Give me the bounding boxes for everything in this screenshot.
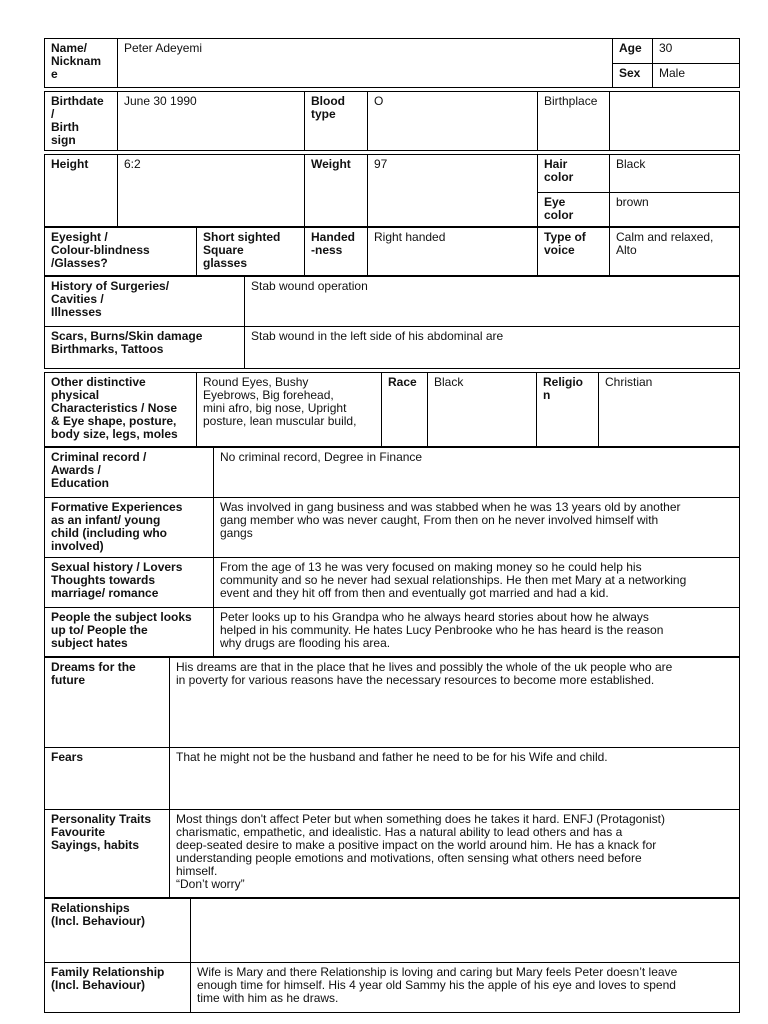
hair-color-value: Black (610, 155, 740, 193)
criminal-label: Criminal record / Awards / Education (45, 448, 214, 498)
voice-label: Type of voice (538, 228, 610, 276)
height-label: Height (45, 155, 118, 227)
eye-color-label: Eye color (538, 193, 610, 227)
birthplace-label: Birthplace (538, 92, 610, 151)
distinctive-label: Other distinctive physical Characteristics / Nose & Eye shape, posture, body size, legs, moles (45, 373, 197, 447)
religion-value: Christian (599, 373, 740, 447)
name-table (44, 38, 740, 88)
age-label: Age (613, 39, 653, 64)
eyesight-value: Short sighted Square glasses (197, 228, 305, 276)
relationships-label: Relationships (Incl. Behaviour) (45, 899, 191, 963)
criminal-value: No criminal record, Degree in Finance (214, 448, 740, 498)
eyesight-table (44, 227, 740, 276)
relationships-table (44, 898, 740, 1013)
formative-label: Formative Experiences as an infant/ young child (including who involved) (45, 498, 214, 558)
history-table (44, 447, 740, 657)
age-value: 30 (653, 39, 740, 64)
fears-value: That he might not be the husband and father he need to be for his Wife and child. (170, 748, 740, 810)
weight-value: 97 (368, 155, 538, 227)
family-label: Family Relationship (Incl. Behaviour) (45, 963, 191, 1013)
surgeries-label: History of Surgeries/ Cavities / Illnesses (45, 277, 245, 327)
handedness-value: Right handed (368, 228, 538, 276)
religion-label: Religio n (537, 373, 599, 447)
fears-label: Fears (45, 748, 170, 810)
birthplace-value (610, 92, 740, 151)
handedness-label: Handed -ness (305, 228, 368, 276)
distinctive-value: Round Eyes, Bushy Eyebrows, Big forehead, mini afro, big nose, Upright posture, lean muscular build, (197, 373, 382, 447)
psychology-table (44, 657, 740, 898)
scars-label: Scars, Burns/Skin damage Birthmarks, Tattoos (45, 327, 245, 369)
name-value: Peter Adeyemi (118, 39, 613, 88)
personality-label: Personality Traits Favourite Sayings, habits (45, 810, 170, 898)
formative-value: Was involved in gang business and was stabbed when he was 13 years old by another gang member who was never caught, From then on he never involved himself with gangs (214, 498, 740, 558)
relationships-value (191, 899, 740, 963)
dreams-label: Dreams for the future (45, 658, 170, 748)
physical-table (44, 154, 740, 227)
race-value: Black (428, 373, 537, 447)
sexual-history-value: From the age of 13 he was very focused on making money so he could help his community and so he never had sexual relationships. He then met Mary at a networking event and they hit off from then and eventually got married and had a kid. (214, 558, 740, 608)
blood-type-label: Blood type (305, 92, 368, 151)
eye-color-value: brown (610, 193, 740, 227)
weight-label: Weight (305, 155, 368, 227)
birthdate-label: Birthdate / Birth sign (45, 92, 118, 151)
medical-table (44, 276, 740, 369)
character-profile-sheet (44, 38, 739, 1013)
personality-value: Most things don't affect Peter but when something does he takes it hard. ENFJ (Protagonist) charismatic, empathetic, and idealistic. Has a natural ability to lead others and has a deep-seated desire to make a positive impact on the world around him. He has a knack for understanding people emotions and motivations, often sensing what others need before himself. “Don’t worry” (170, 810, 740, 898)
hair-color-label: Hair color (538, 155, 610, 193)
birthdate-value: June 30 1990 (118, 92, 305, 151)
sexual-history-label: Sexual history / Lovers Thoughts towards marriage/ romance (45, 558, 214, 608)
eyesight-label: Eyesight / Colour-blindness /Glasses? (45, 228, 197, 276)
family-value: Wife is Mary and there Relationship is loving and caring but Mary feels Peter doesn’t leave enough time for himself. His 4 year old Sammy his the apple of his eye and loves to spend time with him as he draws. (191, 963, 740, 1013)
blood-type-value: O (368, 92, 538, 151)
people-label: People the subject looks up to/ People the subject hates (45, 608, 214, 657)
voice-value: Calm and relaxed, Alto (610, 228, 740, 276)
sex-value: Male (653, 64, 740, 88)
race-label: Race (382, 373, 428, 447)
dreams-value: His dreams are that in the place that he lives and possibly the whole of the uk people who are in poverty for various reasons have the necessary resources to become more established. (170, 658, 740, 748)
name-label: Name/ Nicknam e (45, 39, 118, 88)
sex-label: Sex (613, 64, 653, 88)
birth-table (44, 91, 740, 151)
height-value: 6:2 (118, 155, 305, 227)
surgeries-value: Stab wound operation (245, 277, 740, 327)
scars-value: Stab wound in the left side of his abdominal are (245, 327, 740, 369)
distinctive-table (44, 372, 740, 447)
people-value: Peter looks up to his Grandpa who he always heard stories about how he always helped in his community. He hates Lucy Penbrooke who he has heard is the reason why drugs are flooding his area. (214, 608, 740, 657)
